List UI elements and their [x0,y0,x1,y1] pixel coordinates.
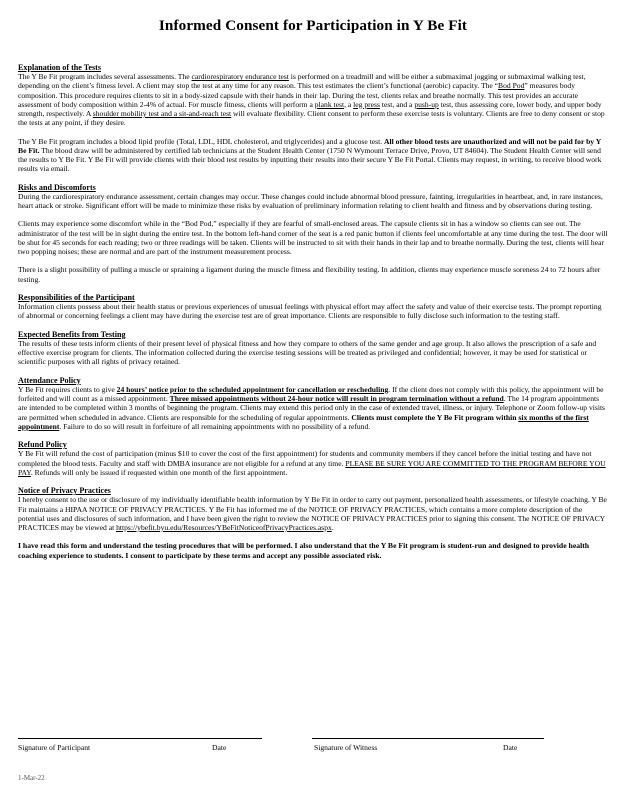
section-heading-risks: Risks and Discomforts [18,182,96,192]
text-run: . The 14 program appointments are intended to be completed within 3 months of beginning the program. Clients may extend this period only in the case of extended travel, illness, or injury. Telephone or Zoom follow-up visits are permitted when scheduled in advance. Clients are responsible for the scheduling of regular appointments. [18,394,606,422]
section-heading-refund: Refund Policy [18,440,67,450]
explanation-paragraph-1 [18,72,608,127]
text-run: . [331,523,334,533]
section-heading-explanation: Explanation of the Tests [18,63,101,72]
document-body [18,63,608,560]
revision-date: 1-Mar-22 [18,774,45,782]
completion-deadline: six months of the first appointment [18,412,589,431]
privacy-paragraph [18,495,608,532]
text-run: test, thus assessing core, lower body, and upper body strength, respectively. A [18,99,602,119]
risks-paragraph-2: Clients may experience some discomfort while in the “Bod Pod,” especially if they are fearful of small-enclosed areas. The capsule clients sit in has a window so clients can see out. The administrator of the test will be in sight during the entire test. In the bottom left-hand corner of the seat is a red panic button if clients feel uncomfortable at any time during the test. The door will be shut for 45 seconds for each reading; two or three readings will be taken. Clients will be instructed to sit with their hands in their lap and to breathe normally. During the test, clients will hear two popping noises; these are normal and are part of the instrument measurement process. [18,219,608,257]
completion-rule: Clients must complete the Y Be Fit program within [351,412,519,422]
text-run: . Failure to do so will result in forfeiture of all remaining appointments with no possibility of a refund. [59,421,371,431]
term-push-up: push-up [414,99,439,109]
refund-paragraph [18,449,608,477]
benefits-paragraph: The results of these tests inform clients of their present level of physical fitness and how they compare to others of the same gender and age group. It also allows the prescription of a safe and effective exercise program for clients. The information collected during the exercise testing sessions will be treated as privileged and confidential; however, it may be used for statistical or scientific purposes with all rights of privacy retained. [18,339,597,367]
text-run: . Refunds will only be issued if requested within one month of the first appointment. [30,467,288,477]
term-cardiorespiratory-test: cardiorespiratory endurance test [191,72,289,82]
cancellation-notice-rule: 24 hours’ notice prior to the scheduled appointment for cancellation or rescheduling [116,385,389,394]
section-heading-attendance: Attendance Policy [18,375,81,385]
term-bod-pod: Bod Pod [498,81,525,91]
text-run: ” measures body composition. This procedure requires clients to sit in a body-sized capsule with their hands in their lap. During the test, clients relax and breathe normally. This test provides an accurate assessment of body composition within 2-4% of actual. For muscle fitness, clients will perform a [18,81,578,109]
text-run: I hereby consent to the use or disclosure of my individually identifiable health information by Y Be Fit in order to carry out payment, personalized health assessments, or lifestyle coaching. Y Be Fit maintains a HIPAA NOTICE OF PRIVACY PRACTICES. Y Be Fit has informed me of the NOTICE OF PRIVACY PRACTICES, which contains a more complete description of the potential uses and disclosures of such information, and I have been given the right to review the NOTICE OF PRIVACY PRACTICES prior to signing this consent. The NOTICE OF PRIVACY PRACTICES may be viewed at [18,495,607,533]
participant-date-label: Date [212,743,227,752]
text-run: test, and a [379,99,415,109]
witness-date-label: Date [503,743,518,752]
section-heading-benefits: Expected Benefits from Testing [18,329,126,339]
text-run: will evaluate flexibility. Client consent to perform these exercise tests is voluntary. Clients are free to deny consent or stop the tests at any point, if they desire. [18,109,605,128]
witness-signature-line[interactable] [312,738,544,739]
text-run: Y Be Fit will refund the cost of participation (minus $10 to cover the cost of the first appointment) for students and community members if they cancel before the initial testing and have not completed the blood tests. Faculty and staff with DMBA insurance are not eligible for a refund at any time. [18,449,592,468]
term-flexibility-tests: shoulder mobility test and a sit-and-reach test [92,109,232,119]
text-run: Y Be Fit requires clients to give [18,385,117,394]
responsibilities-paragraph: Information clients possess about their health status or previous experiences of unusual feelings with physical effort may affect the safety and value of their exercise tests. The prompt reporting of abnormal or concerning feelings a client may have during the exercise test are of great importance. Clients are responsible to fully disclose such information to the testing staff. [18,302,602,321]
risks-paragraph-3: There is a slight possibility of pulling a muscle or spraining a ligament during the muscle fitness and flexibility testing. In addition, clients may experience muscle soreness 24 to 72 hours after testing. [18,265,601,284]
consent-statement: I have read this form and understand the testing procedures that will be performed. I also understand that the Y Be Fit program is student-run and designed to provide health coaching experience to students. I consent to participate by these terms and accept any possible associated risk. [18,541,590,560]
text-run: The Y Be Fit program includes a blood lipid profile (Total, LDL, HDL cholesterol, and triglycerides) and a glucose test. [18,136,384,146]
blood-test-warning: All other blood tests are unauthorized and will not be paid for by Y Be Fit. [18,136,601,155]
risks-paragraph-1: During the cardiorespiratory endurance assessment, certain changes may occur. These changes could include abnormal blood pressure, fainting, irregularities in heartbeat, and, in rare instances, heart attack or stroke. Significant effort will be made to minimize these risks by evaluation of preliminary information relating to client health and fitness and by observations during testing. [18,191,603,211]
term-leg-press: leg press [353,99,380,109]
participant-signature-line[interactable] [18,738,262,739]
privacy-notice-link[interactable]: https://ybefit.byu.edu/Resources/YBeFitNoticeofPrivacyPractices.aspx [116,523,332,533]
text-run: The blood draw will be administered by certified lab technicians at the Student Health Center (1750 N Wymount Terrace Drive, Provo, UT 84604). The Student Health Center will send the results to Y Be Fit. Y Be Fit will provide clients with their blood test results by inputting their results into their secure Y Be Fit Portal. Clients may request, in writing, to receive blood work results via email. [18,145,602,174]
text-run: , a [344,99,354,109]
text-run: . If the client does not comply with this policy, the appointment will be forfeited and will count as a missed appointment. [18,385,604,404]
refund-commitment-warning: PLEASE BE SURE YOU ARE COMMITTED TO THE PROGRAM BEFORE YOU PAY [18,458,606,477]
explanation-paragraph-2 [18,137,608,174]
document-title: Informed Consent for Participation in Y Be Fit [158,17,468,34]
text-run: is performed on a treadmill and will be either a submaximal jogging or submaximal walking test, depending on the client’s fitness level. A client may stop the test at any time for any reason. This test estimates the client’s functional (aerobic) capacity. The “ [18,72,586,91]
participant-signature-label: Signature of Participant [18,743,91,752]
attendance-paragraph [18,385,608,431]
witness-signature-label: Signature of Witness [314,743,378,752]
term-plank-test: plank test [314,99,345,109]
section-heading-responsibilities: Responsibilities of the Participant [18,293,135,302]
text-run: The Y Be Fit program includes several assessments. The [18,72,192,82]
section-heading-privacy: Notice of Privacy Practices [18,486,111,496]
missed-appointments-rule: Three missed appointments without 24-hour notice will result in program termination without a refund [169,394,504,404]
